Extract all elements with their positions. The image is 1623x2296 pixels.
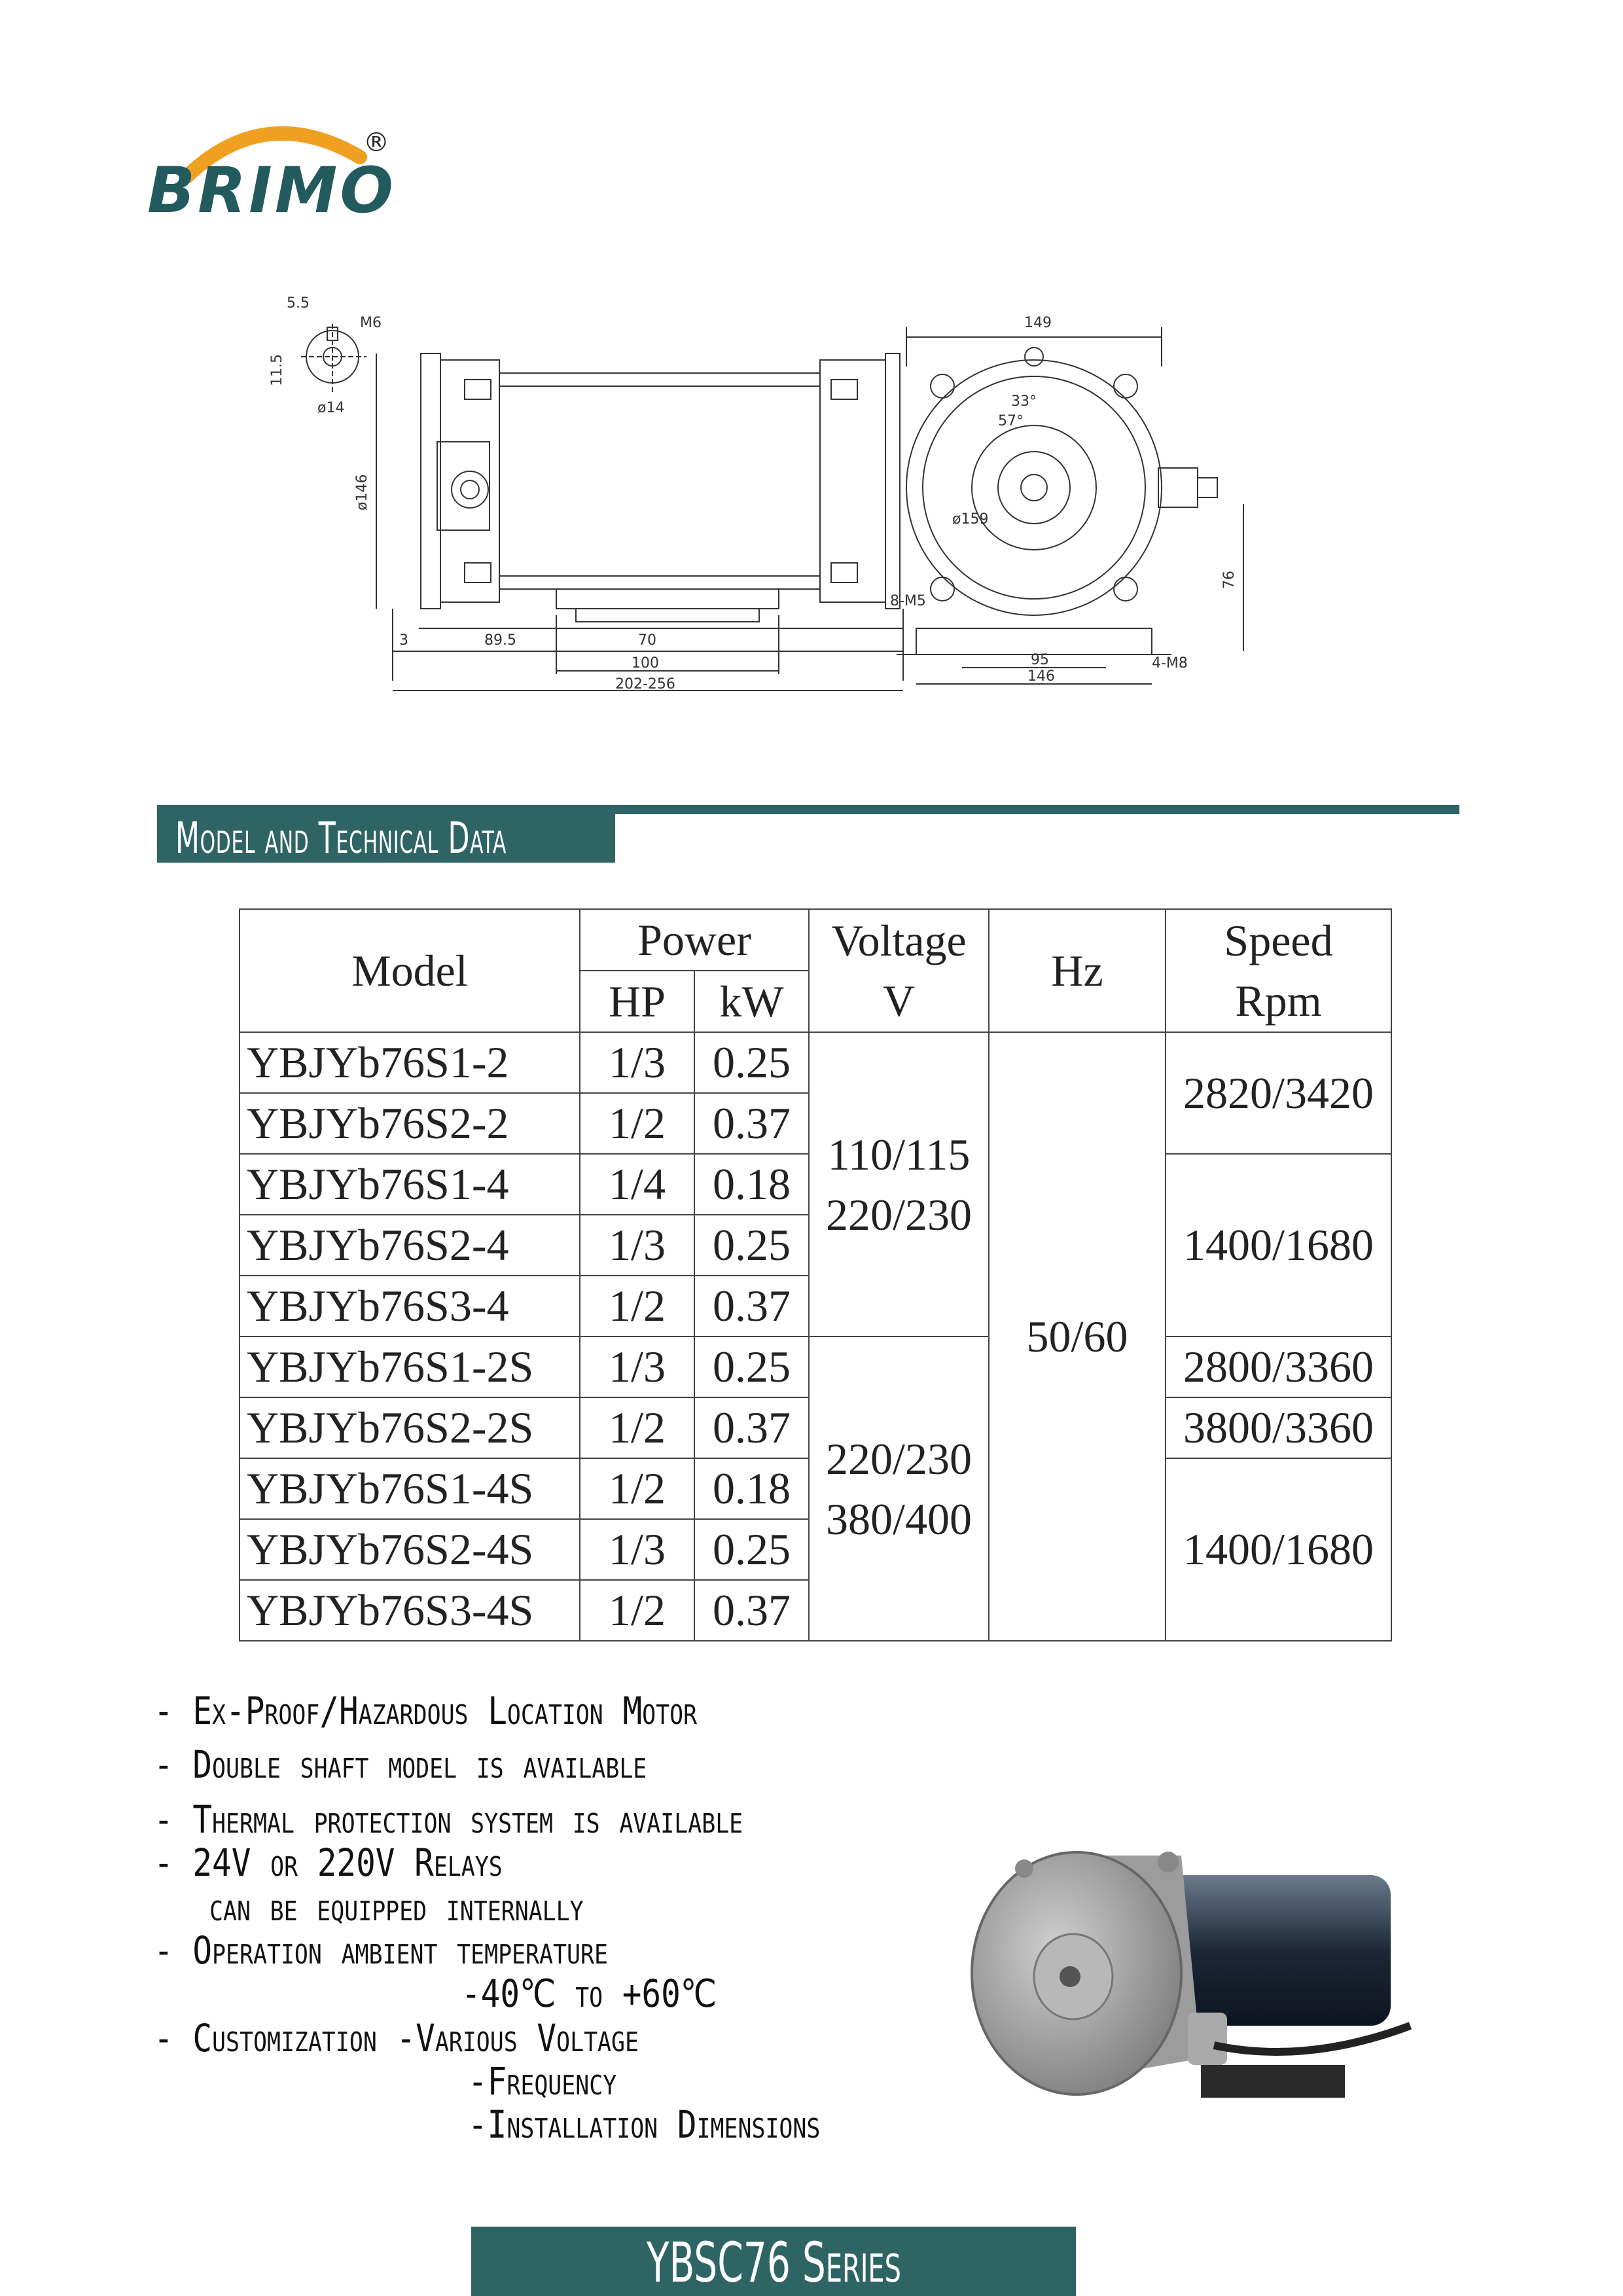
feature-item: - Customization -Various Voltage xyxy=(154,2016,639,2060)
brand-name: BRIMO xyxy=(147,154,396,227)
voltage-value: 220/230 xyxy=(826,1433,972,1484)
model-cell: YBJYb76S1-4 xyxy=(240,1154,580,1215)
section-header xyxy=(157,805,1459,864)
hp-cell: 1/3 xyxy=(580,1336,694,1397)
dim-label: ø146 xyxy=(354,474,370,511)
hp-cell: 1/3 xyxy=(580,1519,694,1580)
header-power: Power xyxy=(580,909,809,971)
hp-cell: 1/2 xyxy=(580,1580,694,1641)
dim-label: 146 xyxy=(1027,668,1055,685)
dim-label: 100 xyxy=(632,655,659,672)
dim-label: 76 xyxy=(1221,571,1238,589)
feature-item: - Double shaft model is available xyxy=(154,1742,647,1787)
model-cell: YBJYb76S2-2 xyxy=(240,1093,580,1154)
voltage-value: 220/230 xyxy=(826,1189,972,1240)
shaft-end-detail xyxy=(301,324,366,393)
voltage-label: Voltage xyxy=(831,916,967,965)
kw-cell: 0.37 xyxy=(694,1397,809,1458)
header-model: Model xyxy=(240,909,580,1032)
hp-cell: 1/2 xyxy=(580,1093,694,1154)
dim-label: 3 xyxy=(399,632,408,649)
front-view xyxy=(897,327,1243,684)
dim-label: ø159 xyxy=(952,511,989,528)
kw-cell: 0.25 xyxy=(694,1215,809,1276)
voltage-value: 110/115 xyxy=(827,1129,971,1179)
model-cell: YBJYb76S3-4S xyxy=(240,1580,580,1641)
feature-item: -Frequency xyxy=(468,2059,617,2104)
speed-cell: 2820/3420 xyxy=(1166,1032,1391,1154)
header-speed xyxy=(1166,909,1391,1032)
kw-cell: 0.37 xyxy=(694,1093,809,1154)
voltage-cell xyxy=(809,1032,989,1336)
technical-drawing xyxy=(262,288,1283,707)
kw-cell: 0.37 xyxy=(694,1580,809,1641)
kw-cell: 0.25 xyxy=(694,1032,809,1093)
spec-table xyxy=(239,908,1392,1641)
dim-label: 149 xyxy=(1024,315,1052,331)
model-cell: YBJYb76S2-4S xyxy=(240,1519,580,1580)
dim-label: M6 xyxy=(360,315,382,331)
speed-label: Speed xyxy=(1224,916,1333,965)
table-row xyxy=(240,1032,1391,1093)
model-cell: YBJYb76S2-2S xyxy=(240,1397,580,1458)
series-title-text: YBSC76 Series xyxy=(646,2231,901,2295)
header-tab xyxy=(157,805,615,863)
kw-cell: 0.18 xyxy=(694,1458,809,1519)
registered-mark: ® xyxy=(363,128,389,158)
model-cell: YBJYb76S1-2S xyxy=(240,1336,580,1397)
brand-logo xyxy=(147,115,402,232)
hp-cell: 1/3 xyxy=(580,1032,694,1093)
speed-cell: 1400/1680 xyxy=(1166,1154,1391,1336)
dim-label: 89.5 xyxy=(484,632,516,649)
voltage-cell xyxy=(809,1336,989,1641)
feature-item: -40℃ to +60℃ xyxy=(461,1971,717,2016)
header-voltage xyxy=(809,909,989,1032)
kw-cell: 0.25 xyxy=(694,1519,809,1580)
dim-label: 5.5 xyxy=(287,295,310,312)
header-kw: kW xyxy=(694,971,809,1032)
motor-photo xyxy=(965,1829,1417,2130)
voltage-value: 380/400 xyxy=(826,1494,972,1544)
dim-label: 8-M5 xyxy=(890,593,926,609)
hp-cell: 1/2 xyxy=(580,1458,694,1519)
model-cell: YBJYb76S1-2 xyxy=(240,1032,580,1093)
model-cell: YBJYb76S1-4S xyxy=(240,1458,580,1519)
feature-item: -Installation Dimensions xyxy=(468,2102,821,2147)
speed-unit: Rpm xyxy=(1235,976,1322,1026)
dim-label: 95 xyxy=(1031,652,1049,668)
dim-label: 11.5 xyxy=(269,354,285,386)
hp-cell: 1/2 xyxy=(580,1397,694,1458)
feature-item: can be equipped internally xyxy=(209,1885,584,1929)
speed-cell: 1400/1680 xyxy=(1166,1458,1391,1641)
section-title: Model and Technical Data xyxy=(175,813,507,863)
feature-item: - 24V or 220V Relays xyxy=(154,1840,503,1885)
kw-cell: 0.25 xyxy=(694,1336,809,1397)
dim-label: 33° xyxy=(1011,393,1037,410)
dim-label: 70 xyxy=(638,632,656,649)
hz-cell: 50/60 xyxy=(989,1032,1166,1641)
model-cell: YBJYb76S3-4 xyxy=(240,1276,580,1336)
hp-cell: 1/3 xyxy=(580,1215,694,1276)
feature-item: - Thermal protection system is available xyxy=(154,1797,743,1842)
dim-label: 4-M8 xyxy=(1152,655,1188,672)
voltage-unit: V xyxy=(882,976,916,1026)
header-hz: Hz xyxy=(989,909,1166,1032)
dim-label: 202-256 xyxy=(615,676,675,692)
speed-cell: 3800/3360 xyxy=(1166,1397,1391,1458)
dim-label: ø14 xyxy=(317,400,345,416)
table-row xyxy=(240,1336,1391,1397)
series-title xyxy=(471,2231,1076,2295)
hp-cell: 1/4 xyxy=(580,1154,694,1215)
model-cell: YBJYb76S2-4 xyxy=(240,1215,580,1276)
feature-item: - Ex-Proof/Hazardous Location Motor xyxy=(154,1689,698,1733)
speed-cell: 2800/3360 xyxy=(1166,1336,1391,1397)
header-hp: HP xyxy=(580,971,694,1032)
feature-list xyxy=(154,1689,1005,2160)
kw-cell: 0.18 xyxy=(694,1154,809,1215)
dim-label: 57° xyxy=(998,413,1024,429)
hp-cell: 1/2 xyxy=(580,1276,694,1336)
kw-cell: 0.37 xyxy=(694,1276,809,1336)
feature-item: - Operation ambient temperature xyxy=(154,1928,608,1973)
